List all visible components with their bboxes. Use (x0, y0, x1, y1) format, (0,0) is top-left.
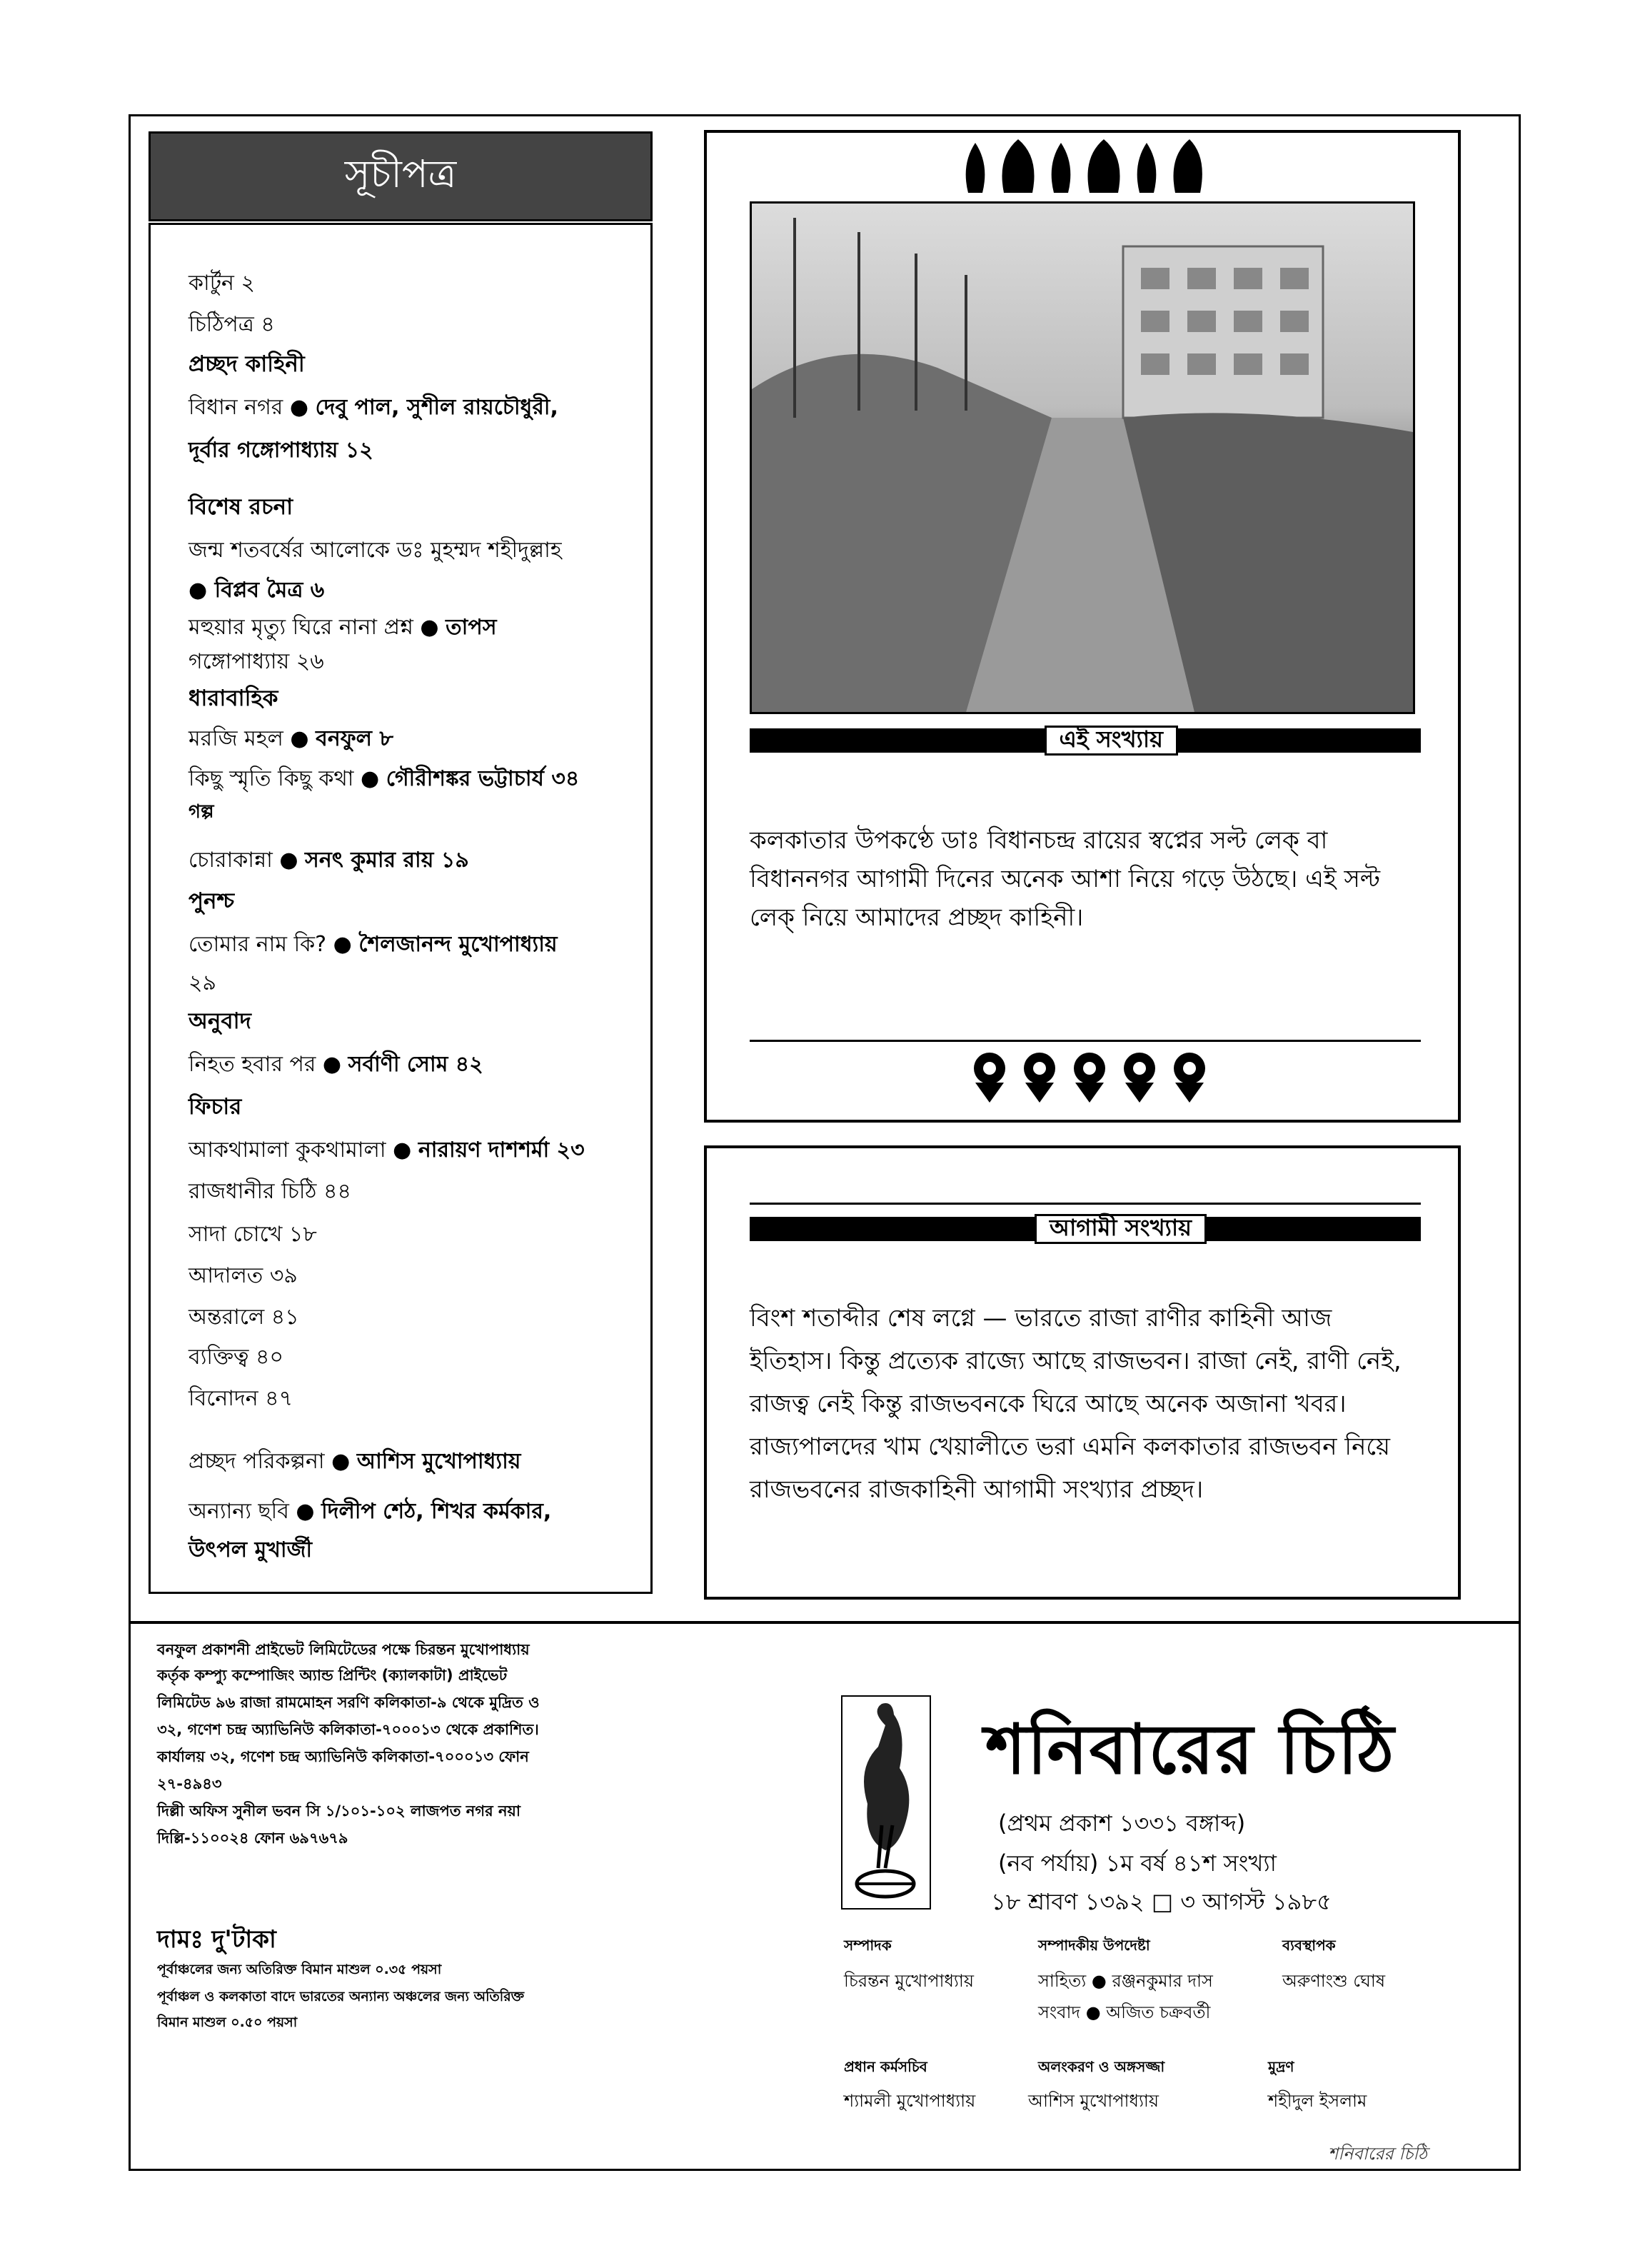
toc-item: নিহত হবার পর ● সর্বাণী সোম ৪২ (188, 1052, 483, 1077)
rooster-icon (842, 1697, 930, 1908)
advisor-news: সংবাদ ● অজিত চক্রবর্তী (1038, 2002, 1211, 2022)
footer-divider (129, 1621, 1521, 1624)
toc-item: ● বিপ্লব মৈত্র ৬ (188, 578, 325, 603)
price-line: পূর্বাঞ্চল ও কলকাতা বাদে ভারতের অন্যান্য অঞ্চলের জন্য অতিরিক্ত (157, 1989, 525, 2004)
salt-lake-photo (750, 201, 1415, 714)
imprint-line: বনফুল প্রকাশনী প্রাইভেট লিমিটেডের পক্ষে চিরন্তন মুখোপাধ্যায় (157, 1641, 530, 1658)
price-line: বিমান মাশুল ০.৫০ পয়সা (157, 2014, 298, 2030)
rule (750, 1203, 1421, 1205)
next-issue-text: বিংশ শতাব্দীর শেষ লগ্নে — ভারতে রাজা রাণীর কাহিনী আজ ইতিহাস। কিন্তু প্রত্যেক রাজ্যে আছে রাজভবন। রাজা নেই, রাণী নেই, রাজত্ব নেই কিন্তু রাজভবনকে ঘিরে আছে অনেক অজানা খবর। রাজ্যপালদের খাম খেয়ালীতে ভরা এমনি কলকাতার রাজভবন নিয়ে রাজভবনের রাজকাহিনী আগামী সংখ্যার প্রচ্ছদ। (750, 1304, 1402, 1504)
toc-item: ব্যক্তিত্ব ৪০ (188, 1345, 283, 1370)
toc-item: কার্টুন ২ (188, 271, 255, 296)
imprint-line: কার্যালয় ৩২, গণেশ চন্দ্র অ্যাভিনিউ কলিকাতা-৭০০০১৩ ফোন (157, 1748, 529, 1765)
toc-credit: অন্যান্য ছবি ● দিলীপ শেঠ, শিখর কর্মকার, (188, 1499, 552, 1524)
advisor-literature: সাহিত্য ● রঞ্জনকুমার দাস (1038, 1971, 1213, 1991)
toc-item: কিছু স্মৃতি কিছু কথা ● গৌরীশঙ্কর ভট্টাচার্য ৩৪ (188, 766, 580, 791)
ornament-bottom-icon (961, 1047, 1218, 1104)
toc-item: অন্তরালে ৪১ (188, 1305, 299, 1330)
toc-item: আদালত ৩৯ (188, 1263, 298, 1288)
manager-label: ব্যবস্থাপক (1282, 1937, 1336, 1954)
decor-label: অলংকরণ ও অঙ্গসজ্জা (1038, 2058, 1165, 2075)
rule (750, 1040, 1421, 1042)
decor-name: আশিস মুখোপাধ্যায় (1028, 2091, 1159, 2111)
editor-name: চিরন্তন মুখোপাধ্যায় (844, 1971, 974, 1991)
toc-credit: উৎপল মুখার্জী (188, 1537, 313, 1562)
toc-item: মহুয়ার মৃত্যু ঘিরে নানা প্রশ্ন ● তাপস (188, 615, 497, 640)
toc-item: জন্ম শতবর্ষের আলোকে ডঃ মুহম্মদ শহীদুল্লাহ (188, 538, 562, 563)
imprint-line: দিল্লি-১১০০২৪ ফোন ৬৯৭৬৭৯ (157, 1830, 348, 1847)
toc-item: বিনোদন ৪৭ (188, 1386, 293, 1411)
masthead-first-pub: (প্রথম প্রকাশ ১৩৩১ বঙ্গাব্দ) (998, 1810, 1246, 1837)
toc-section-heading: বিশেষ রচনা (188, 494, 293, 520)
next-issue-header (750, 1214, 1421, 1244)
imprint-line: ৩২, গণেশ চন্দ্র অ্যাভিনিউ কলিকাতা-৭০০০১৩ থেকে প্রকাশিত। (157, 1721, 539, 1738)
toc-title: সূচীপত্র (344, 151, 457, 196)
toc-item: চিঠিপত্র ৪ (188, 312, 275, 337)
toc-credit: প্রচ্ছদ পরিকল্পনা ● আশিস মুখোপাধ্যায় (188, 1449, 521, 1474)
masthead-title: শনিবারের চিঠি (985, 1710, 1396, 1790)
toc-section-heading: ধারাবাহিক (188, 686, 278, 711)
header-bar-right (1178, 728, 1421, 753)
price-line: পূর্বাঞ্চলের জন্য অতিরিক্ত বিমান মাশুল ০.৩৫ পয়সা (157, 1962, 442, 1977)
toc-item: তোমার নাম কি? ● শৈলজানন্দ মুখোপাধ্যায় (188, 932, 558, 957)
imprint-line: লিমিটেড ৯৬ রাজা রামমোহন সরণি কলিকাতা-৯ থেকে মুদ্রিত ও (157, 1694, 540, 1711)
print-label: মুদ্রণ (1268, 2058, 1294, 2075)
masthead-date: ১৮ শ্রাবণ ১৩৯২ □ ৩ আগস্ট ১৯৮৫ (991, 1888, 1332, 1915)
ornament-top-icon (954, 136, 1211, 200)
toc-item: চোরাকান্না ● সনৎ কুমার রায় ১৯ (188, 848, 469, 873)
header-bar-left (750, 728, 1045, 753)
this-issue-text: কলকাতার উপকণ্ঠে ডাঃ বিধানচন্দ্র রায়ের স্বপ্নের সল্ট লেক্ বা বিধাননগর আগামী দিনের অনেক আশা নিয়ে গড়ে উঠছে। এই সল্ট লেক্ নিয়ে আমাদের প্রচ্ছদ কাহিনী। (750, 826, 1381, 932)
toc-item: আকথামালা কুকথামালা ● নারায়ণ দাশশর্মা ২৩ (188, 1138, 585, 1163)
imprint-line: ২৭-৪৯৪৩ (157, 1775, 222, 1792)
imprint-line: কর্তৃক কম্প্যু কম্পোজিং অ্যান্ড প্রিন্টিং (ক্যালকাটা) প্রাইভেট (157, 1667, 508, 1684)
header-bar-right (1207, 1217, 1421, 1241)
toc-section-heading: অনুবাদ (188, 1008, 251, 1034)
chief-label: প্রধান কর্মসচিব (844, 2058, 927, 2075)
toc-item: সাদা চোখে ১৮ (188, 1222, 317, 1247)
chief-name: শ্যামলী মুখোপাধ্যায় (844, 2091, 976, 2111)
signature: শনিবারের চিঠি (1328, 2144, 1427, 2164)
toc-item: দূর্বার গঙ্গোপাধ্যায় ১২ (188, 438, 373, 463)
rooster-logo (841, 1695, 931, 1910)
masthead-series: (নব পর্যায়) ১ম বর্ষ ৪১শ সংখ্যা (998, 1850, 1277, 1877)
toc-item: গঙ্গোপাধ্যায় ২৬ (188, 649, 324, 674)
toc-item: বিধান নগর ● দেবু পাল, সুশীল রায়চৌধুরী, (188, 395, 558, 420)
header-bar-left (750, 1217, 1035, 1241)
editor-label: সম্পাদক (844, 1937, 892, 1954)
imprint-line: দিল্লী অফিস সুনীল ভবন সি ১/১০১-১০২ লাজপত নগর নয়া (157, 1802, 520, 1820)
next-issue-label: আগামী সংখ্যায় (1035, 1214, 1207, 1244)
toc-item: ২৯ (188, 970, 216, 995)
this-issue-header (750, 726, 1421, 756)
toc-item: রাজধানীর চিঠি ৪৪ (188, 1179, 351, 1204)
toc-section-heading: ফিচার (188, 1094, 242, 1120)
this-issue-label: এই সংখ্যায় (1045, 726, 1178, 756)
toc-section-heading: প্রচ্ছদ কাহিনী (188, 351, 305, 377)
print-name: শহীদুল ইসলাম (1268, 2091, 1367, 2111)
toc-header (149, 131, 653, 221)
advisor-label: সম্পাদকীয় উপদেষ্টা (1038, 1937, 1150, 1954)
manager-name: অরুণাংশু ঘোষ (1282, 1971, 1386, 1991)
price-title: দামঃ দু'টাকা (157, 1925, 276, 1954)
toc-section-heading: গল্প (188, 801, 214, 823)
toc-section-heading: পুনশ্চ (188, 888, 235, 914)
toc-item: মরজি মহল ● বনফুল ৮ (188, 726, 393, 751)
